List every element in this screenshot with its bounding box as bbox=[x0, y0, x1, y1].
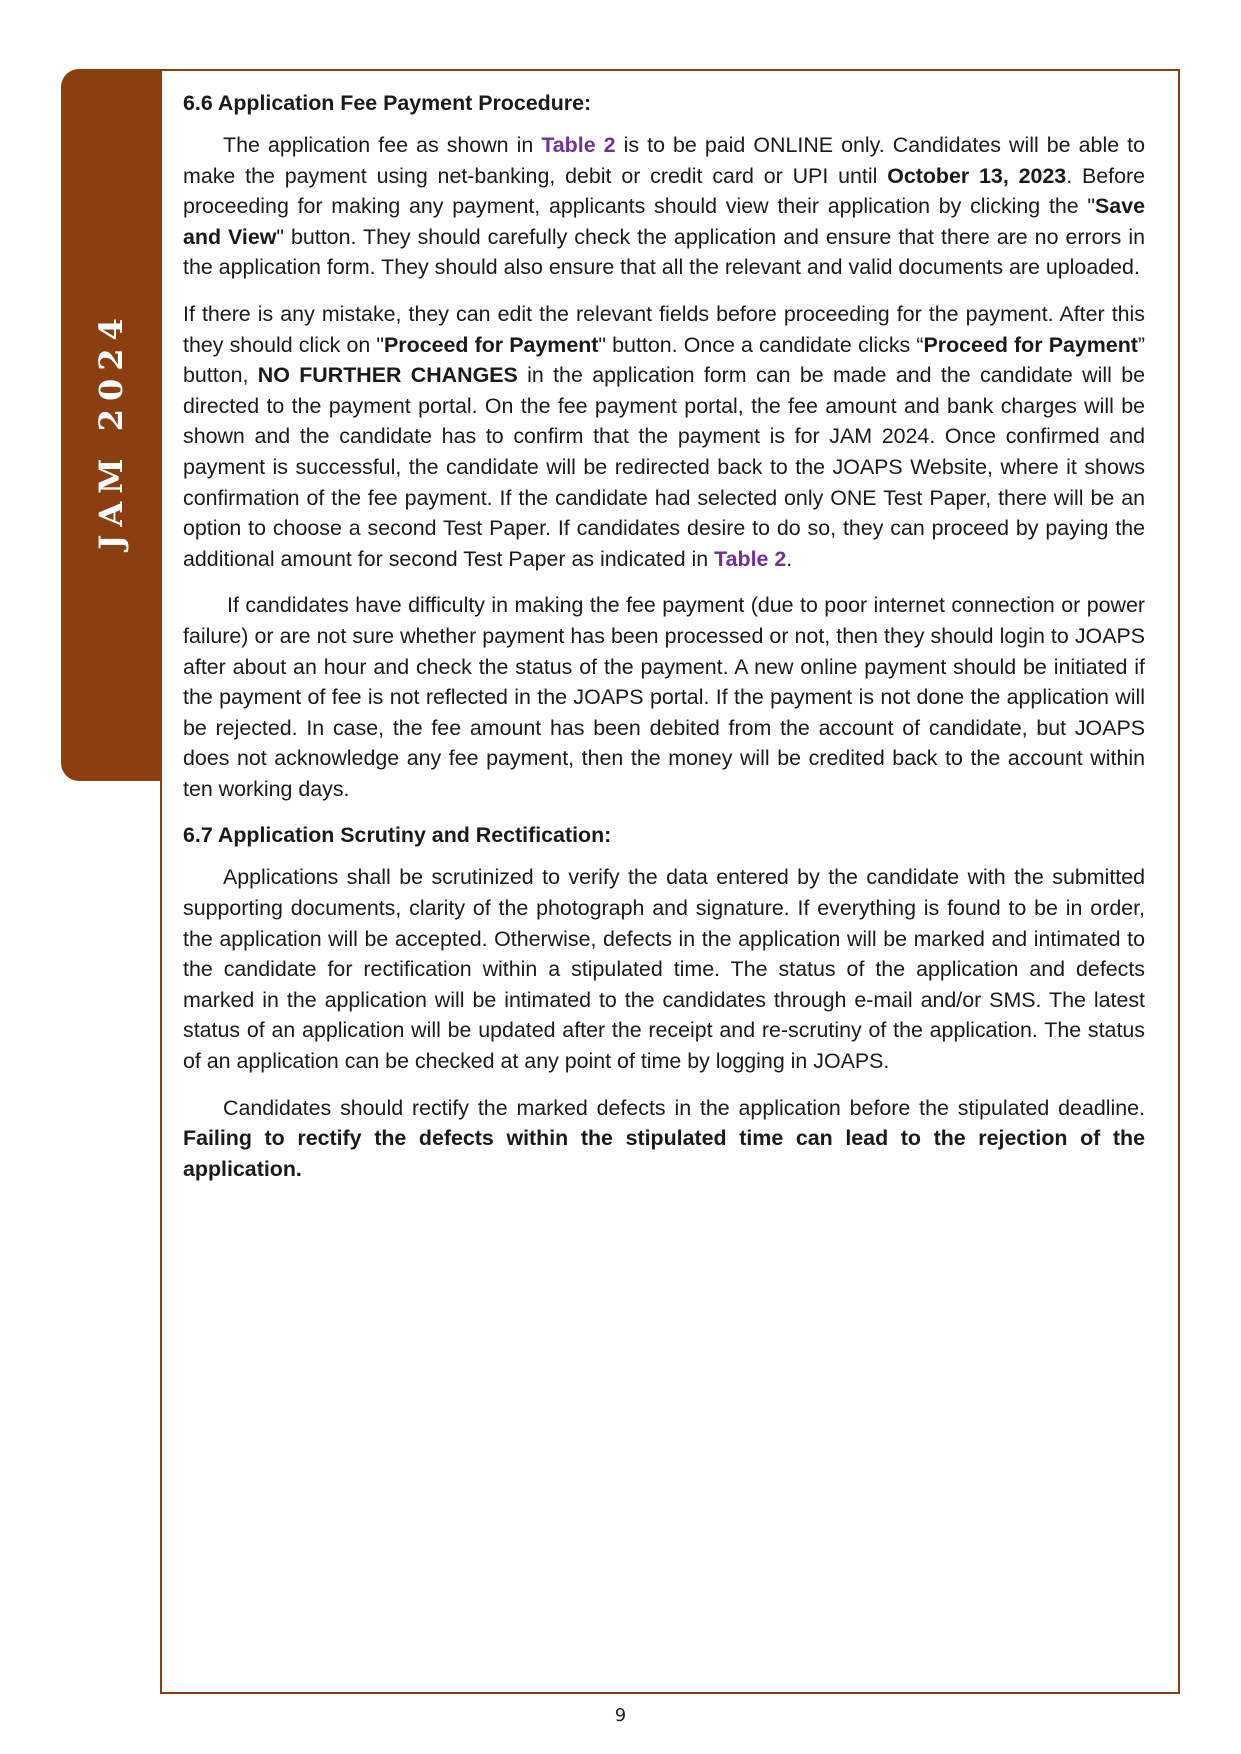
section-6-6-paragraph-1: The application fee as shown in Table 2 is to be paid ONLINE only. Candidates will be able to make the payment using net-banking, debit or credit card or UPI until October 13, 2023. Before proceeding for making any payment, applicants should view their application by clicking the "Save and View" button. They should carefully check the application and ensure that there are no errors in the application form. They should also ensure that all the relevant and valid documents are uploaded. bbox=[183, 133, 1145, 280]
table-2-link[interactable]: Table 2 bbox=[541, 133, 616, 157]
table-2-link[interactable]: Table 2 bbox=[714, 546, 787, 571]
section-6-6-paragraph-2: If there is any mistake, they can edit the relevant fields before proceeding for the payment. After this they should click on "Proceed for Payment" button. Once a candidate clicks “Proceed for Payment” button, NO FURTHER CHANGES in the application form can be made and the candidate will be directed to the payment portal. On the fee payment portal, the fee amount and bank charges will be shown and the candidate has to confirm that the payment is for JAM 2024. Once confirmed and payment is successful, the candidate will be redirected back to the JOAPS Website, where it shows confirmation of the fee payment. If the candidate had selected only ONE Test Paper, there will be an option to choose a second Test Paper. If candidates desire to do so, they can proceed by paying the additional amount for second Test Paper as indicated in Table 2. bbox=[183, 301, 1146, 571]
section-6-7-heading: 6.7 Application Scrutiny and Rectification: bbox=[183, 823, 612, 848]
section-6-7-paragraph-1: Applications shall be scrutinized to verify the data entered by the candidate with the submitted supporting documents, clarity of the photograph and signature. If everything is found to be in order, the application will be accepted. Otherwise, defects in the application will be marked and intimated to the candidate for rectification within a stipulated time. The status of the application and defects marked in the application will be intimated to the candidates through e-mail and/or SMS. The latest status of an application will be updated after the receipt and re-scrutiny of the application. The status of an application can be checked at any point of time by logging in JOAPS. bbox=[183, 865, 1145, 1074]
section-6-6-heading: 6.6 Application Fee Payment Procedure: bbox=[183, 91, 592, 115]
page-number: 9 bbox=[614, 1705, 627, 1726]
page-content bbox=[183, 88, 1145, 1200]
section-6-6-paragraph-3: If candidates have difficulty in making the fee payment (due to poor internet connection or power failure) or are not sure whether payment has been processed or not, then they should login to JOAPS after about an hour and check the status of the payment. A new online payment should be initiated if the payment of fee is not reflected in the JOAPS portal. If the payment is not done the application will be rejected. In case, the fee amount has been debited from the account of candidate, but JOAPS does not acknowledge any fee payment, then the money will be credited back to the account within ten working days. bbox=[183, 593, 1145, 801]
side-label: JAM 2024 bbox=[92, 310, 130, 550]
section-6-7-paragraph-2: Candidates should rectify the marked defects in the application before the stipulated deadline. Failing to rectify the defects within the stipulated time can lead to the rejection of the application. bbox=[183, 1095, 1145, 1181]
